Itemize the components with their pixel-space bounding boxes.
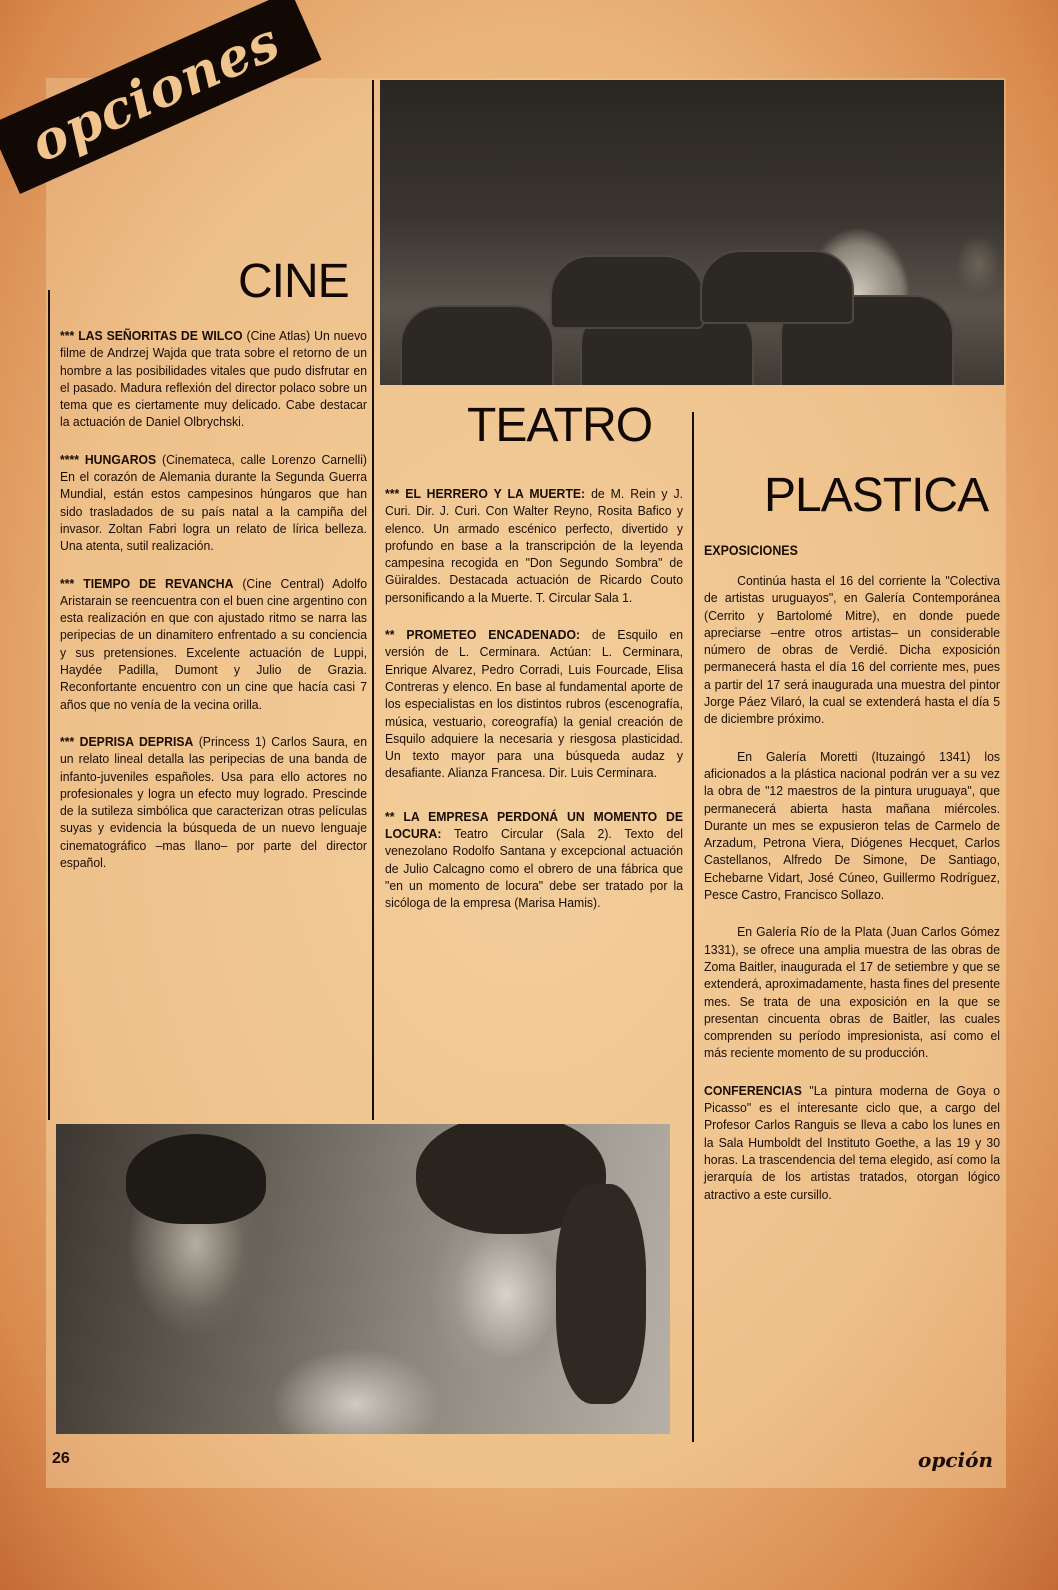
column-rule xyxy=(48,290,50,1120)
entry-title: EL HERRERO Y LA MUERTE: xyxy=(405,486,586,501)
rating-stars: *** xyxy=(60,733,75,749)
photo-figure xyxy=(556,1184,646,1404)
theatre-audience-photo xyxy=(380,80,1004,385)
entry-body: de M. Rein y J. Curi. Dir. J. Curi. Con Walter Reyno, Rosita Bafico y elenco. Un armado escénico perfecto, divertido y profundo en base a la transcripción de la leyenda campesina recogida en "Don Segundo Sombra" de Güiraldes. Destacada actuación de Ricardo Couto personificando a la Muerte. T. Circular Sala 1. xyxy=(385,486,684,605)
plastica-paragraph: En Galería Moretti (Ituzaingó 1341) los aficionados a la plástica nacional podrán ver a su vez la obra de "12 maestros de la pintura uruguaya", que permanecerá abierta hasta mañana miércoles. Durante un mes se expusieron telas de Carmelo de Arzadum, Petrona Viera, Diógenes Hecquet, Carlos Castellanos, Alfredo De Simone, De Santiago, Echebarne Vidart, José Cúneo, Guillermo Rodríguez, Pesce Castro, Francisco Sollazo. xyxy=(704,748,1001,903)
entry-body: (Princess 1) Carlos Saura, en un relato lineal detalla las peripecias de una banda de infanto-juveniles españoles. Usa para ello actores no profesionales y logra un efecto muy logrado. Prescinde de la sutileza simbólica que caracterizan otras películas suyas y evidencia la búsqueda de un nuevo lenguaje cinematográfico –mas llano– por parte del director español. xyxy=(60,733,368,871)
column-rule xyxy=(372,80,374,1120)
teatro-entry xyxy=(385,808,683,912)
cine-entry xyxy=(60,451,367,555)
rating-stars: ** xyxy=(385,808,395,824)
entry-title: LAS SEÑORITAS DE WILCO xyxy=(78,328,243,343)
entry-title: HUNGAROS xyxy=(84,451,157,467)
entry-title: TIEMPO DE REVANCHA xyxy=(83,575,234,591)
entry-body: de Esquilo en versión de L. Cerminara. Actúan: L. Cerminara, Enrique Alvarez, Pedro Corradi, Luis Fourcade, Elisa Contreras y elenco. En base al fundamental aporte de los especialistas en los distintos rubros (escenografía, música, vestuario, coreografía) la genial creación de Esquilo adquiere la necesaria y riesgosa plasticidad. Un texto mayor para una búsqueda audaz y desafiante. Alianza Francesa. Dir. Luis Cerminara. xyxy=(385,627,684,781)
banner-text: opciones xyxy=(21,10,289,174)
film-still-photo xyxy=(56,1124,670,1434)
entry-title: LA EMPRESA PERDONÁ UN MOMENTO DE LOCURA: xyxy=(385,808,684,842)
plastica-column xyxy=(704,543,1000,1223)
conferencias-body: "La pintura moderna de Goya o Picasso" es el interesante ciclo que, a cargo del Profesor Carlos Ranguis se lleva a cabo los lunes en la Sala Humboldt del Instituto Goethe, a las 19 y 30 horas. La trascendencia del tema elegido, así como la jerarquía de los artistas tratados, otorgan lógico atractivo a este cursillo. xyxy=(704,1082,1001,1202)
rating-stars: ** xyxy=(385,627,395,643)
cine-entry xyxy=(60,733,367,871)
exposiciones-label: EXPOSICIONES xyxy=(704,543,798,558)
photo-seat xyxy=(700,250,854,324)
entry-title: PROMETEO ENCADENADO: xyxy=(406,627,581,643)
rating-stars: *** xyxy=(60,575,75,591)
cine-entry xyxy=(60,575,367,713)
entry-title: DEPRISA DEPRISA xyxy=(79,733,194,749)
teatro-entry xyxy=(385,626,683,782)
entry-body: (Cinemateca, calle Lorenzo Carnelli) En el corazón de Alemania durante la Segunda Guerra Mundial, están estos campesinos húngaros que han sido trasladados de su país natal a la campiña del invasor. Zoltan Fabri logra un relato de lírica belleza. Una atenta, sutil realización. xyxy=(60,451,368,554)
cine-heading: CINE xyxy=(238,255,349,308)
photo-figure xyxy=(126,1134,266,1224)
entry-body: (Cine Central) Adolfo Aristarain se reencuentra con el buen cine argentino con esta realización en que con ajustado ritmo se narra las peripecias de un dinamitero enfrentado a su conciencia y sus pretensiones. Excelente actuación de Luppi, Haydée Padilla, Dumont y Julio de Grazia. Reconfortante encuentro con un cine que hacía casi 7 años que no venía de la vecina orilla. xyxy=(60,575,368,712)
teatro-entry xyxy=(385,485,683,606)
photo-seat xyxy=(550,255,704,329)
rating-stars: **** xyxy=(60,451,80,467)
plastica-paragraph: En Galería Río de la Plata (Juan Carlos Gómez 1331), se ofrece una amplia muestra de las obras de Zoma Baitler, inaugurada el 17 de setiembre y que se extenderá, aproximadamente, hasta fines del presente mes. Se trata de una exposición en la que se presentan cincuenta obras de Baitler, las cuales comprenden su período impresionista, así como el más reciente momento de su producción. xyxy=(704,924,1001,1061)
page-number: 26 xyxy=(52,1450,70,1467)
rating-stars: *** xyxy=(385,486,400,501)
conferencias-label: CONFERENCIAS xyxy=(704,1082,802,1098)
column-rule xyxy=(692,412,694,1442)
entry-body: (Cine Atlas) Un nuevo filme de Andrzej Wajda que trata sobre el retorno de un hombre a las posibilidades vitales que pudo disfrutar en el pasado. Madura reflexión del director polaco sobre un tema que es ciertamente muy delicado. Cabe destacar la actuación de Daniel Olbrychski. xyxy=(60,328,368,430)
plastica-paragraph: Continúa hasta el 16 del corriente la "Colectiva de artistas uruguayos", en Galería Contemporánea (Cerrito y Bartolomé Mitre), en donde puede apreciarse –entre otros artistas– un considerable número de obras de Verdié. Dicha exposición permanecerá hasta el día 16 del corriente mes, pues a partir del 17 será inaugurada una muestra del pintor Jorge Páez Vilaró, la cual se extenderá hasta el día 5 de diciembre próximo. xyxy=(704,573,1001,727)
magazine-logo: opción xyxy=(918,1448,993,1472)
teatro-heading: TEATRO xyxy=(467,399,653,452)
conferencias-paragraph xyxy=(704,1082,1000,1203)
cine-column xyxy=(60,327,367,891)
plastica-heading: PLASTICA xyxy=(764,469,989,522)
cine-entry xyxy=(60,327,367,431)
entry-body: Teatro Circular (Sala 2). Texto del venezolano Rodolfo Santana y excepcional actuación de Julio Calcagno como el obrero de una fábrica que "en un momento de locura" debe ser tratado por la sicóloga de la empresa (Marisa Hamis). xyxy=(385,826,684,911)
teatro-column xyxy=(385,485,683,932)
rating-stars: *** xyxy=(60,328,75,343)
photo-seat xyxy=(400,305,554,385)
